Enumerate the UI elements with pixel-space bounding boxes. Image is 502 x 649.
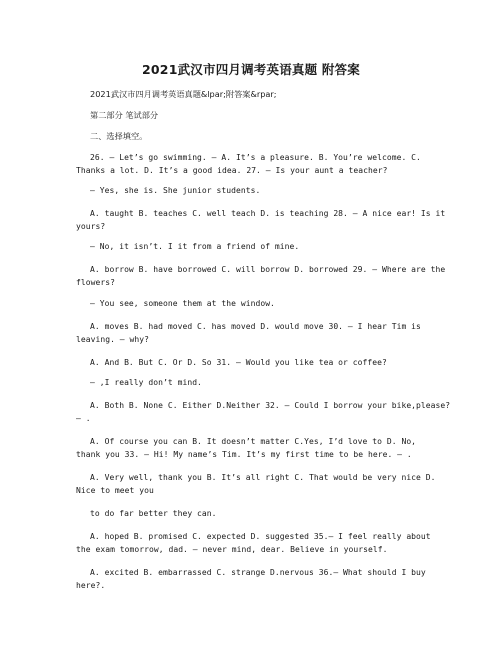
text-line: A. Very well, thank you B. It’s all right C. That would be very nice D. <box>90 473 436 482</box>
text-line: — Yes, she is. She junior students. <box>90 186 261 195</box>
text-line: the exam tomorrow, dad. — never mind, dear. Believe in yourself. <box>76 545 388 554</box>
section-part-heading: 第二部分 笔试部分 <box>90 110 159 120</box>
document-title: 2021武汉市四月调考英语真题 附答案 <box>142 62 360 77</box>
text-line: — . <box>76 414 91 423</box>
text-line: A. taught B. teaches C. well teach D. is teaching 28. — A nice ear! Is it <box>90 209 446 218</box>
section-heading: 二、选择填空。 <box>90 131 148 141</box>
text-line: — You see, someone them at the window. <box>90 299 275 308</box>
text-line: A. borrow B. have borrowed C. will borrow D. borrowed 29. — Where are the <box>90 265 446 274</box>
text-line: to do far better they can. <box>90 509 217 518</box>
text-line: A. Of course you can B. It doesn’t matter C.Yes, I’d love to D. No, <box>90 437 417 446</box>
text-line: A. Both B. None C. Either D.Neither 32. — Could I borrow your bike,please? <box>90 401 451 410</box>
text-line: — ,I really don’t mind. <box>90 378 202 387</box>
text-line: yours? <box>76 222 106 231</box>
text-line: 26. — Let’s go swimming. — A. It’s a pleasure. B. You’re welcome. C. <box>90 153 421 162</box>
text-line: A. moves B. had moved C. has moved D. would move 30. — I hear Tim is <box>90 322 421 331</box>
text-line: Thanks a lot. D. It’s a good idea. 27. — Is your aunt a teacher? <box>76 166 388 175</box>
text-line: A. excited B. embarrassed C. strange D.nervous 36.— What should I buy <box>90 568 426 577</box>
text-line: leaving. — why? <box>76 335 149 344</box>
document-subtitle: 2021武汉市四月调考英语真题&lpar;附答案&rpar; <box>90 89 277 99</box>
text-line: A. hoped B. promised C. expected D. suggested 35.— I feel really about <box>90 532 431 541</box>
text-line: here?. <box>76 581 106 590</box>
text-line: thank you 33. — Hi! My name’s Tim. It’s my first time to be here. — . <box>76 450 412 459</box>
text-line: Nice to meet you <box>76 486 154 495</box>
text-line: A. And B. But C. Or D. So 31. — Would you like tea or coffee? <box>90 358 387 367</box>
text-line: — No, it isn’t. I it from a friend of mine. <box>90 242 300 251</box>
text-line: flowers? <box>76 278 115 287</box>
